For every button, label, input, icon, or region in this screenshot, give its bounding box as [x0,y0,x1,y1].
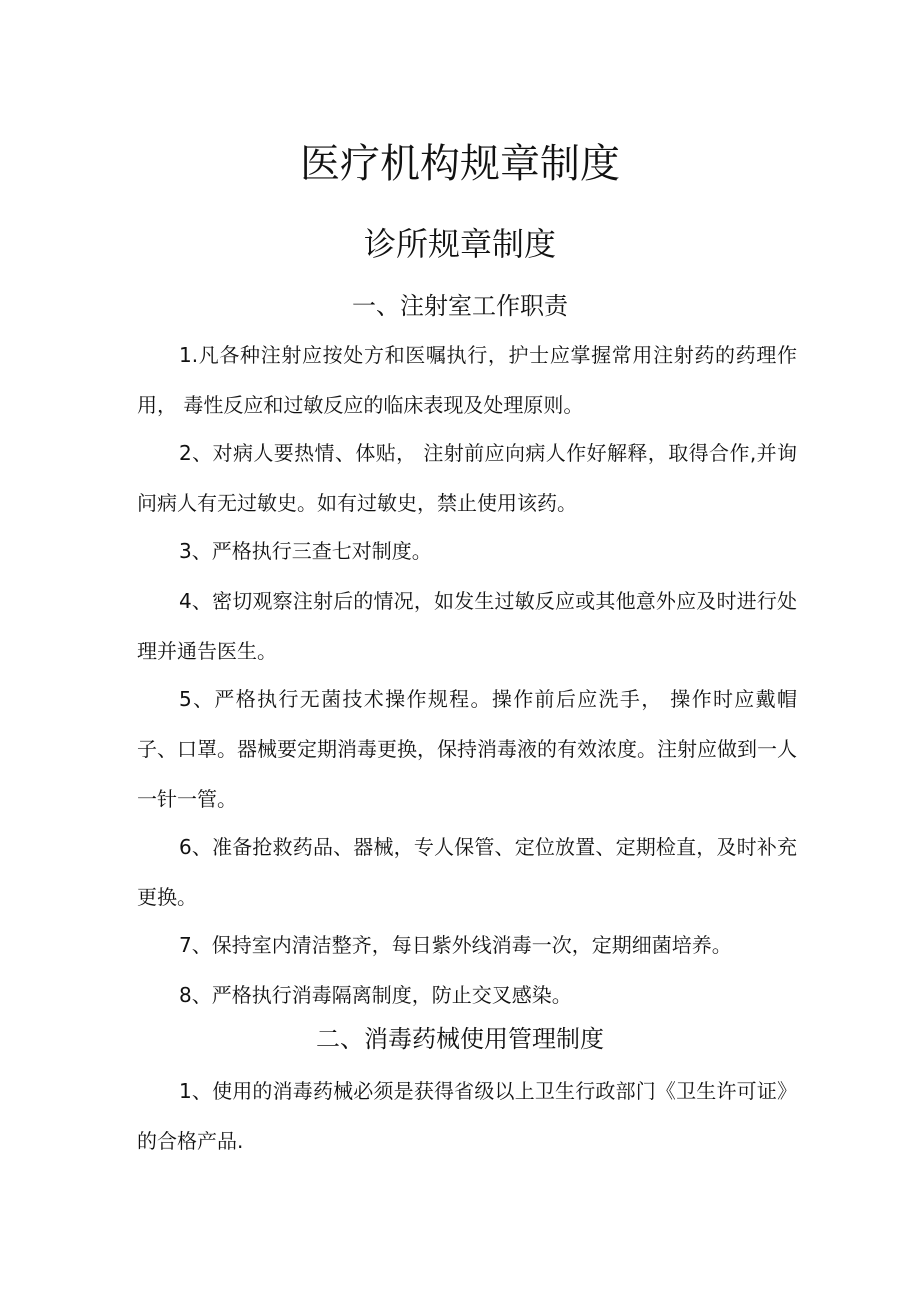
document-title: 医疗机构规章制度 [300,141,620,187]
section-heading-disinfection: 二、消毒药械使用管理制度 [316,1025,604,1053]
document-subtitle: 诊所规章制度 [363,225,556,263]
paragraph: 6、准备抢救药品、器械，专人保管、定位放置、定期检直，及时补充更换。 [137,835,797,909]
paragraph: 2、对病人要热情、体贴， 注射前应向病人作好解释，取得合作,并询问病人有无过敏史。如有过敏史，禁止使用该药。 [137,441,797,515]
paragraph: 7、保持室内清洁整齐，每日紫外线消毒一次，定期细菌培养。 [179,933,732,957]
paragraph: 1.凡各种注射应按处方和医嘱执行，护士应掌握常用注射药的药理作用， 毒性反应和过敏反应的临床表现及处理原则。 [137,343,797,417]
paragraph: 1、使用的消毒药械必须是获得省级以上卫生行政部门《卫生许可证》的合格产品. [137,1079,797,1153]
paragraph: 8、严格执行消毒隔离制度，防止交叉感染。 [179,983,572,1007]
paragraph: 4、密切观察注射后的情况，如发生过敏反应或其他意外应及时进行处理并通告医生。 [137,589,797,663]
paragraph: 5、严格执行无菌技术操作规程。操作前后应洗手， 操作时应戴帽子、口罩。器械要定期消毒更换，保持消毒液的有效浓度。注射应做到一人一针一管。 [137,687,797,811]
paragraph: 3、严格执行三查七对制度。 [179,539,432,563]
section-heading-injection-room: 一、注射室工作职责 [352,292,568,320]
